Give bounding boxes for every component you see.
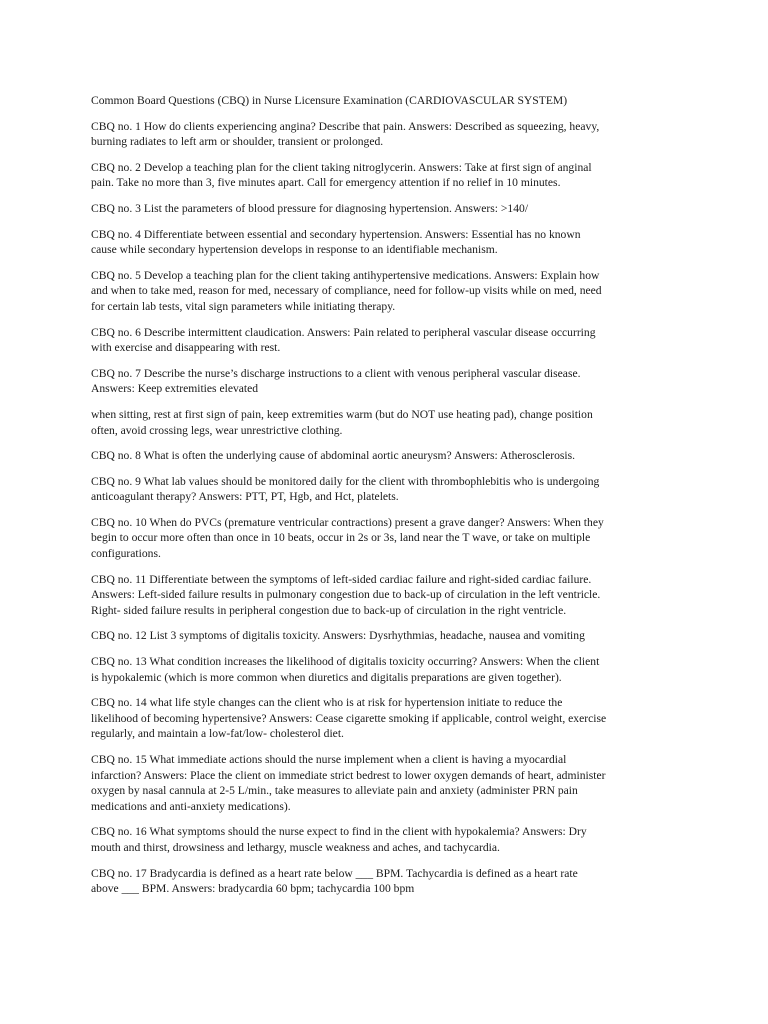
paragraph-cbq-17: CBQ no. 17 Bradycardia is defined as a heart rate below ___ BPM. Tachycardia is defined as a heart rate above ___ BPM. Answers: bradycardia 60 bpm; tachycardia 100 bpm [91, 866, 578, 896]
paragraph-cbq-15: CBQ no. 15 What immediate actions should the nurse implement when a client is having a myocardial infarction? Answers: Place the client on immediate strict bedrest to lower oxygen demands of heart, administer oxygen by nasal cannula at 2-5 L/min., take measures to alleviate pain and anxiety (administer PRN pain medications and anti-anxiety medications). [91, 753, 606, 813]
document-title: Common Board Questions (CBQ) in Nurse Licensure Examination (CARDIOVASCULAR SYSTEM) [91, 94, 568, 107]
paragraph-cbq-5: CBQ no. 5 Develop a teaching plan for the client taking antihypertensive medications. Answers: Explain how and when to take med, reason for med, necessary of compliance, need for follow-up visits while on med, need for certain lab tests, vital sign parameters while initiating therapy. [91, 268, 602, 313]
paragraph-cbq-16: CBQ no. 16 What symptoms should the nurse expect to find in the client with hypokalemia? Answers: Dry mouth and thirst, drowsiness and lethargy, muscle weakness and aches, and tachycardia. [91, 825, 587, 854]
paragraph-cbq-4: CBQ no. 4 Differentiate between essential and secondary hypertension. Answers: Essential has no known cause while secondary hypertension develops in response to an identifiable mechanism. [91, 227, 581, 257]
paragraph-cbq-12: CBQ no. 12 List 3 symptoms of digitalis toxicity. Answers: Dysrhythmias, headache, nausea and vomiting [91, 629, 585, 643]
paragraph-cbq-8: CBQ no. 8 What is often the underlying cause of abdominal aortic aneurysm? Answers: Atherosclerosis. [91, 449, 576, 463]
paragraph-cbq-13: CBQ no. 13 What condition increases the likelihood of digitalis toxicity occurring? Answers: When the client is hypokalemic (which is more common when diuretics and digitalis preparations are given together). [91, 655, 600, 684]
paragraph-cbq-11: CBQ no. 11 Differentiate between the symptoms of left-sided cardiac failure and right-sided cardiac failure. Answers: Left-sided failure results in pulmonary congestion due to back-up of circulation in the left ventricle. Right- sided failure results in peripheral congestion due to back-up of circulation in the right ventricle. [91, 572, 601, 617]
paragraph-cbq-7: CBQ no. 7 Describe the nurse’s discharge instructions to a client with venous peripheral vascular disease. Answers: Keep extremities elevated [91, 366, 581, 396]
paragraph-cbq-7-continued: when sitting, rest at first sign of pain, keep extremities warm (but do NOT use heating pad), change position often, avoid crossing legs, wear unrestrictive clothing. [91, 407, 593, 437]
paragraph-cbq-3: CBQ no. 3 List the parameters of blood pressure for diagnosing hypertension. Answers: >140/ [91, 201, 529, 215]
paragraph-cbq-1: CBQ no. 1 How do clients experiencing angina? Describe that pain. Answers: Described as squeezing, heavy, burning radiates to left arm or shoulder, transient or prolonged. [91, 119, 600, 149]
paragraph-cbq-10: CBQ no. 10 When do PVCs (premature ventricular contractions) present a grave danger? Answers: When they begin to occur more often than once in 10 beats, occur in 2s or 3s, land near the T wave, or take on multiple configurations. [91, 515, 604, 561]
paragraph-cbq-9: CBQ no. 9 What lab values should be monitored daily for the client with thrombophlebitis who is undergoing anticoagulant therapy? Answers: PTT, PT, Hgb, and Hct, platelets. [91, 474, 600, 504]
document-body [91, 93, 686, 907]
paragraph-cbq-6: CBQ no. 6 Describe intermittent claudication. Answers: Pain related to peripheral vascular disease occurring with exercise and disappearing with rest. [91, 325, 596, 355]
paragraph-cbq-14: CBQ no. 14 what life style changes can the client who is at risk for hypertension initiate to reduce the likelihood of becoming hypertensive? Answers: Cease cigarette smoking if applicable, control weight, exercise regularly, and maintain a low-fat/low- cholesterol diet. [91, 696, 607, 741]
paragraph-cbq-2: CBQ no. 2 Develop a teaching plan for the client taking nitroglycerin. Answers: Take at first sign of anginal pain. Take no more than 3, five minutes apart. Call for emergency attention if no relief in 10 minutes. [91, 160, 592, 190]
